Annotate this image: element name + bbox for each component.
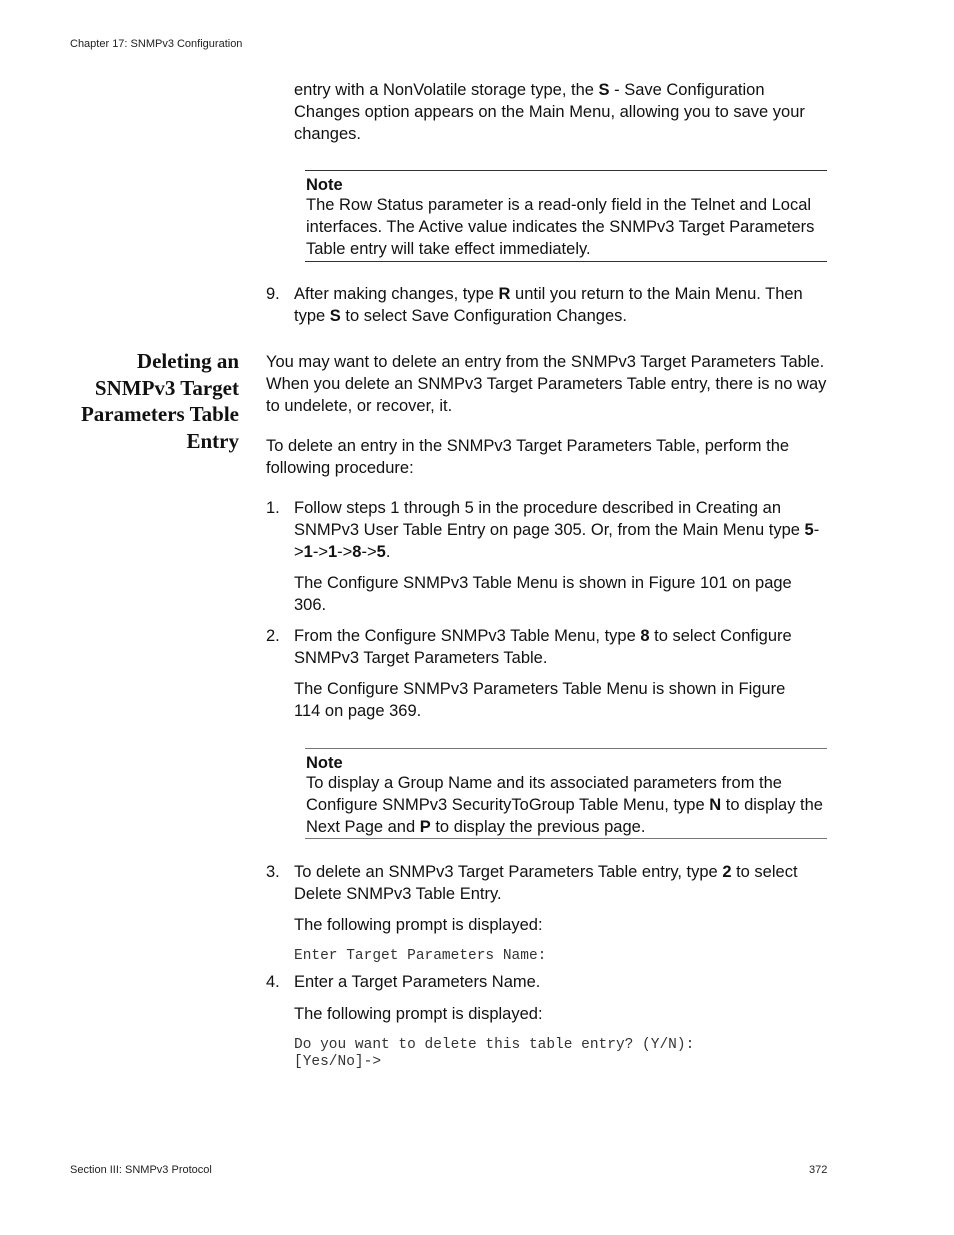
step-text: After making changes, type R until you return to the Main Menu. Then type S to select Save Configuration Changes.: [294, 285, 803, 325]
step-number: 2.: [266, 627, 280, 645]
note-title: Note: [306, 754, 343, 772]
note-box: [305, 748, 827, 839]
step-subtext: The Configure SNMPv3 Table Menu is shown in Figure 101 on page 306.: [294, 574, 792, 614]
prompt-code: Do you want to delete this table entry? (Y/N):: [294, 1037, 695, 1053]
step-subtext: The following prompt is displayed:: [294, 916, 543, 934]
step-text: Follow steps 1 through 5 in the procedure described in Creating an SNMPv3 User Table Entry on page 305. Or, from the Main Menu type 5->1->1->8->5.: [294, 499, 820, 561]
step-subtext: The Configure SNMPv3 Parameters Table Menu is shown in Figure 114 on page 369.: [294, 680, 786, 720]
step-text: From the Configure SNMPv3 Table Menu, type 8 to select Configure SNMPv3 Target Parameters Table.: [294, 627, 792, 667]
section-paragraph: You may want to delete an entry from the SNMPv3 Target Parameters Table. When you delete an SNMPv3 Target Parameters Table entry, there is no way to undelete, or recover, it.: [266, 353, 827, 415]
section-paragraph: To delete an entry in the SNMPv3 Target Parameters Table, perform the following procedure:: [266, 437, 790, 477]
step-text: Enter a Target Parameters Name.: [294, 973, 541, 991]
section-heading: Deleting an SNMPv3 Target Parameters Table Entry: [80, 349, 239, 453]
prompt-code: Enter Target Parameters Name:: [294, 948, 547, 964]
note-box: [305, 170, 827, 262]
note-title: Note: [306, 176, 343, 194]
page-number: 372: [809, 1164, 828, 1176]
prompt-code: [Yes/No]->: [294, 1054, 382, 1070]
step-number: 1.: [266, 499, 280, 517]
intro-paragraph: entry with a NonVolatile storage type, the S - Save Configuration Changes option appears on the Main Menu, allowing you to save your changes.: [294, 81, 805, 143]
step-text: To delete an SNMPv3 Target Parameters Table entry, type 2 to select Delete SNMPv3 Table Entry.: [294, 863, 798, 903]
step-number: 9.: [266, 285, 280, 303]
step-subtext: The following prompt is displayed:: [294, 1005, 543, 1023]
running-header: Chapter 17: SNMPv3 Configuration: [70, 38, 243, 50]
note-body: To display a Group Name and its associated parameters from the Configure SNMPv3 SecurityToGroup Table Menu, type N to display the Next Page and P to display the previous page.: [306, 774, 823, 836]
step-number: 3.: [266, 863, 280, 881]
note-body: The Row Status parameter is a read-only field in the Telnet and Local interfaces. The Active value indicates the SNMPv3 Target Parameters Table entry will take effect immediately.: [306, 196, 815, 258]
running-footer: Section III: SNMPv3 Protocol: [70, 1164, 212, 1176]
step-number: 4.: [266, 973, 280, 991]
